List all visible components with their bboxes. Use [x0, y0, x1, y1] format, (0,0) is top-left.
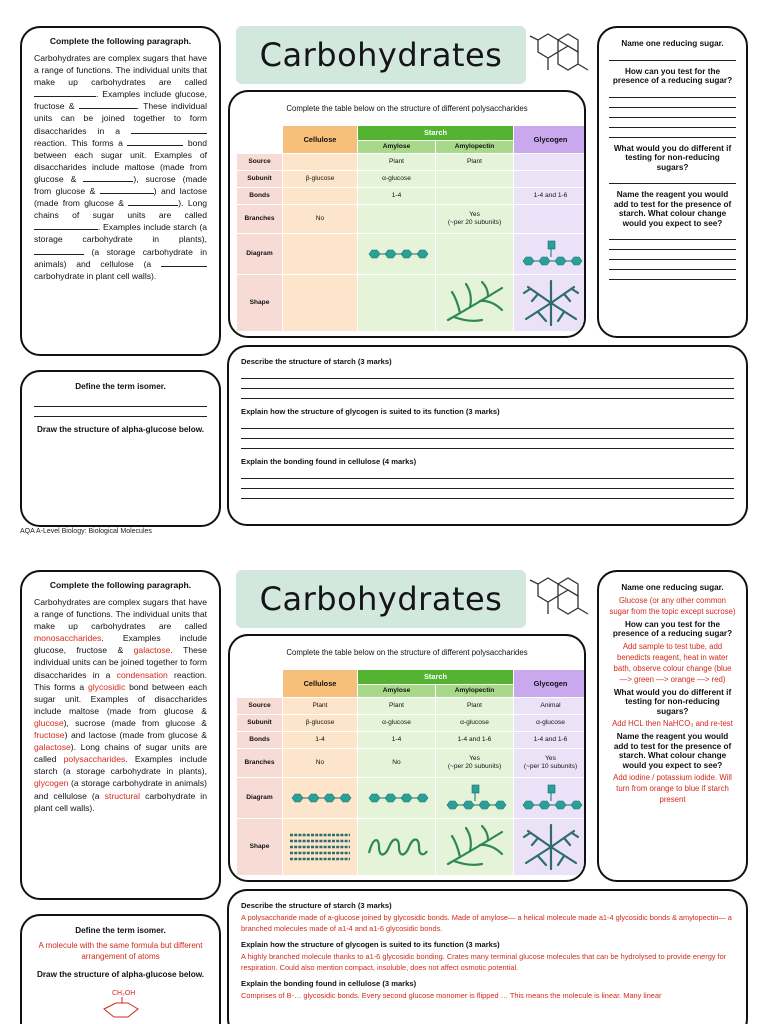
- question: Explain the bonding found in cellulose (4 marks): [241, 457, 417, 466]
- question: What would you do different if testing for non-reducing sugars?: [613, 687, 732, 716]
- reducing-sugar-box: [597, 26, 748, 338]
- isomer-box: [20, 914, 221, 1024]
- table-cell[interactable]: [436, 171, 513, 187]
- row-label-subunit: Subunit: [237, 715, 282, 731]
- table-cell[interactable]: [283, 188, 357, 204]
- answer: Add HCL then NaHCO₃ and re-test: [612, 719, 733, 728]
- cellulose-fibre-icon: [283, 819, 357, 875]
- answer-line[interactable]: [609, 174, 736, 184]
- question: What would you do different if testing for non-reducing sugars?: [613, 143, 732, 172]
- worksheet-answers: [0, 544, 768, 1024]
- page-title-box: [236, 26, 526, 84]
- table-cell: No: [283, 749, 357, 777]
- header-starch: Starch: [358, 670, 513, 684]
- answer: Comprises of B-… glycosidic bonds. Every second glucose monomer is flipped … This means the molecule is linear. Many linear: [241, 991, 662, 1001]
- answer-line[interactable]: [241, 419, 734, 429]
- amylose-chain-icon: [358, 234, 435, 274]
- blank[interactable]: [34, 222, 98, 230]
- table-cell[interactable]: 1-4 and 1-6: [514, 188, 586, 204]
- table-cell[interactable]: Plant: [358, 154, 435, 170]
- header-starch: Starch: [358, 126, 513, 140]
- table-cell: α-glucose: [514, 715, 586, 731]
- hexagon-molecule-icon: [528, 30, 592, 82]
- table-cell[interactable]: [358, 275, 435, 331]
- table-cell: Plant: [436, 698, 513, 714]
- question: Define the term isomer.: [75, 926, 166, 935]
- blank[interactable]: [83, 174, 133, 182]
- row-label-subunit: Subunit: [237, 171, 282, 187]
- table-cell: 1-4 and 1-6: [436, 732, 513, 748]
- hexagon-molecule-icon: [528, 574, 592, 626]
- answer-line[interactable]: [34, 407, 207, 417]
- paragraph-heading: Complete the following paragraph.: [49, 580, 192, 590]
- table-cell[interactable]: [283, 154, 357, 170]
- header-cellulose: Cellulose: [283, 126, 357, 153]
- question: Name one reducing sugar.: [621, 39, 724, 48]
- blank[interactable]: [128, 198, 178, 206]
- polysaccharide-table: [237, 126, 576, 330]
- answer-line[interactable]: [609, 240, 736, 250]
- answer-line[interactable]: [241, 489, 734, 499]
- blank[interactable]: [161, 259, 207, 267]
- paragraph-box: [20, 26, 221, 356]
- row-label-shape: Shape: [237, 275, 282, 331]
- isomer-box: [20, 370, 221, 527]
- footer-text: AQA A-Level Biology: Biological Molecules: [20, 528, 152, 535]
- answer-line[interactable]: [609, 230, 736, 240]
- answer: Add sample to test tube, add benedicts reagent, heat in water bath, observe colour change (blue —> green —> orange —> red): [613, 641, 732, 684]
- answer-line[interactable]: [241, 429, 734, 439]
- table-cell: 1-4 and 1-6: [514, 732, 586, 748]
- blank[interactable]: [34, 89, 96, 97]
- blank[interactable]: [100, 186, 154, 194]
- table-cell: β-glucose: [283, 715, 357, 731]
- answer-line[interactable]: [609, 260, 736, 270]
- question: How can you test for the presence of a reducing sugar?: [612, 66, 733, 85]
- glycogen-branched-icon: [514, 819, 586, 875]
- amylopectin-branch-icon: [436, 778, 513, 818]
- answer: A molecule with the same formula but different arrangement of atoms: [38, 941, 203, 961]
- table-cell: α-glucose: [358, 715, 435, 731]
- question: Name the reagent you would add to test for the presence of starch. What colour change would you expect to see?: [613, 190, 732, 228]
- row-label-shape: Shape: [237, 819, 282, 875]
- table-cell[interactable]: [514, 205, 586, 233]
- page-title-box: [236, 570, 526, 628]
- answer-line[interactable]: [241, 469, 734, 479]
- reducing-sugar-box: [597, 570, 748, 882]
- table-cell: Yes (~per 20 subunits): [436, 749, 513, 777]
- answer-line[interactable]: [34, 397, 207, 407]
- table-cell: 1-4: [283, 732, 357, 748]
- cellulose-chain-icon: [283, 778, 357, 818]
- answer-line[interactable]: [609, 270, 736, 280]
- answer-line[interactable]: [241, 439, 734, 449]
- question: Describe the structure of starch (3 marks): [241, 901, 392, 910]
- glycogen-branch-icon: [514, 778, 586, 818]
- row-label-branches: Branches: [237, 749, 282, 777]
- question: Explain the bonding found in cellulose (3 marks): [241, 979, 417, 989]
- table-cell: Plant: [358, 698, 435, 714]
- table-cell: Yes (~per 10 subunits): [514, 749, 586, 777]
- answer-line[interactable]: [609, 250, 736, 260]
- paragraph-box: [20, 570, 221, 900]
- table-cell[interactable]: [514, 154, 586, 170]
- polysaccharide-table-box: [228, 90, 586, 338]
- table-cell[interactable]: [358, 205, 435, 233]
- amylose-helix-icon: [358, 819, 435, 875]
- table-cell[interactable]: 1-4: [358, 188, 435, 204]
- header-amylopectin: Amylopectin: [436, 685, 513, 697]
- alpha-glucose-structure-icon: [86, 985, 156, 1021]
- table-cell: Plant: [283, 698, 357, 714]
- table-cell[interactable]: No: [283, 205, 357, 233]
- row-label-branches: Branches: [237, 205, 282, 233]
- table-cell[interactable]: [283, 275, 357, 331]
- question: Describe the structure of starch (3 marks): [241, 357, 392, 366]
- amylopectin-branched-icon: [436, 819, 513, 875]
- table-cell[interactable]: Plant: [436, 154, 513, 170]
- long-answer-box: [227, 889, 748, 1024]
- glycogen-branch-icon: [514, 234, 586, 274]
- table-cell[interactable]: [514, 171, 586, 187]
- answer-line[interactable]: [609, 51, 736, 61]
- row-label-bonds: Bonds: [237, 188, 282, 204]
- answer-line[interactable]: [241, 379, 734, 389]
- amylose-chain-icon: [358, 778, 435, 818]
- answer-line[interactable]: [241, 369, 734, 379]
- answer: A polysaccharide made of a-glucose joined by glycosidic bonds. Made of amylose— a helical molecule made a1-4 glycosidic bonds & amylopectin— a branched molecules made of a1-4 and a1-6 glycosidic bonds.: [241, 913, 732, 933]
- header-amylose: Amylose: [358, 141, 435, 153]
- header-glycogen: Glycogen: [514, 670, 586, 697]
- question: Define the term isomer.: [75, 382, 166, 391]
- long-answer-box: [227, 345, 748, 526]
- header-amylopectin: Amylopectin: [436, 141, 513, 153]
- question: Draw the structure of alpha-glucose below.: [36, 425, 205, 434]
- table-caption: Complete the table below on the structure of different polysaccharides: [286, 104, 528, 113]
- blank[interactable]: [34, 247, 84, 255]
- table-cell[interactable]: [283, 234, 357, 274]
- polysaccharide-table-box: [228, 634, 586, 882]
- table-cell[interactable]: β-glucose: [283, 171, 357, 187]
- row-label-source: Source: [237, 698, 282, 714]
- answer: Glucose (or any other common sugar from the topic except sucrose): [609, 595, 736, 616]
- answer-line[interactable]: [609, 98, 736, 108]
- table-cell: No: [358, 749, 435, 777]
- header-glycogen: Glycogen: [514, 126, 586, 153]
- row-label-source: Source: [237, 154, 282, 170]
- row-label-diagram: Diagram: [237, 234, 282, 274]
- amylopectin-branched-icon: [436, 275, 513, 331]
- question: Explain how the structure of glycogen is suited to its function (3 marks): [241, 940, 500, 950]
- question: How can you test for the presence of a reducing sugar?: [612, 619, 733, 638]
- table-cell[interactable]: Yes (~per 20 subunits): [436, 205, 513, 233]
- row-label-bonds: Bonds: [237, 732, 282, 748]
- answer: Add iodine / potassium iodide. Will turn from orange to blue if starch present: [613, 773, 732, 804]
- table-cell[interactable]: [436, 188, 513, 204]
- header-amylose: Amylose: [358, 685, 435, 697]
- glycogen-branched-icon: [514, 275, 586, 331]
- question: Draw the structure of alpha-glucose below.: [36, 970, 205, 979]
- polysaccharide-table: [237, 670, 576, 874]
- answer-line[interactable]: [241, 479, 734, 489]
- question: Explain how the structure of glycogen is suited to its function (3 marks): [241, 407, 500, 416]
- table-caption: Complete the table below on the structure of different polysaccharides: [286, 648, 528, 657]
- paragraph-text: Carbohydrates are complex sugars that have a range of functions. The individual units that make up carbohydrates are called monosaccharides. Examples include glucose, fructose & galactose. These individual units can be joined together to form disaccharides in a condensation reaction. This forms a glycosidic bond between each sugar unit. Examples of disaccharides include maltose (made from glucose & glucose), sucrose (made from glucose & fructose) and lactose (made from glucose & galactose). Long chains of sugar units are called polysaccharides. Examples include starch (a storage carbohydrate in plants), glycogen (a storage carbohydrate in animals) and cellulose (a structural carbohydrate in plant cell walls).: [34, 597, 207, 813]
- paragraph-text: Carbohydrates are complex sugars that have a range of functions. The individual units that make up carbohydrates are called . Examples include glucose, fructose & . These individual units can be joined together to form disaccharides in a reaction. This forms a bond between each sugar unit. Examples of disaccharides include maltose (made from glucose & ), sucrose (made from glucose & ) and lactose (made from glucose & ). Long chains of sugar units are called . Examples include starch (a storage carbohydrate in plants), (a storage carbohydrate in animals) and cellulose (a carbohydrate in plant cell walls).: [34, 53, 208, 281]
- paragraph-heading: Complete the following paragraph.: [49, 36, 192, 46]
- blank[interactable]: [127, 138, 183, 146]
- answer-line[interactable]: [609, 108, 736, 118]
- header-cellulose: Cellulose: [283, 670, 357, 697]
- answer: A highly branched molecule thanks to a1-6 glycosidic bonding. Crates many terminal glucose molecules that can be hydrolysed to provide energy for respiration. Could also mention compact, insoluble, does not affect osmotic potential.: [241, 952, 727, 972]
- table-cell: Animal: [514, 698, 586, 714]
- blank[interactable]: [131, 126, 207, 134]
- answer-line[interactable]: [241, 389, 734, 399]
- question: Name the reagent you would add to test for the presence of starch. What colour change would you expect to see?: [613, 732, 732, 770]
- ch2oh-label: CH₂OH: [111, 990, 135, 997]
- page-title: Carbohydrates: [259, 580, 503, 618]
- table-cell: 1-4: [358, 732, 435, 748]
- page-title: Carbohydrates: [259, 36, 503, 74]
- answer-line[interactable]: [609, 128, 736, 138]
- blank[interactable]: [79, 101, 137, 109]
- table-cell[interactable]: [436, 234, 513, 274]
- row-label-diagram: Diagram: [237, 778, 282, 818]
- table-cell: α-glucose: [436, 715, 513, 731]
- answer-line[interactable]: [609, 118, 736, 128]
- question: Name one reducing sugar.: [621, 583, 724, 592]
- answer-line[interactable]: [609, 88, 736, 98]
- table-cell[interactable]: α-glucose: [358, 171, 435, 187]
